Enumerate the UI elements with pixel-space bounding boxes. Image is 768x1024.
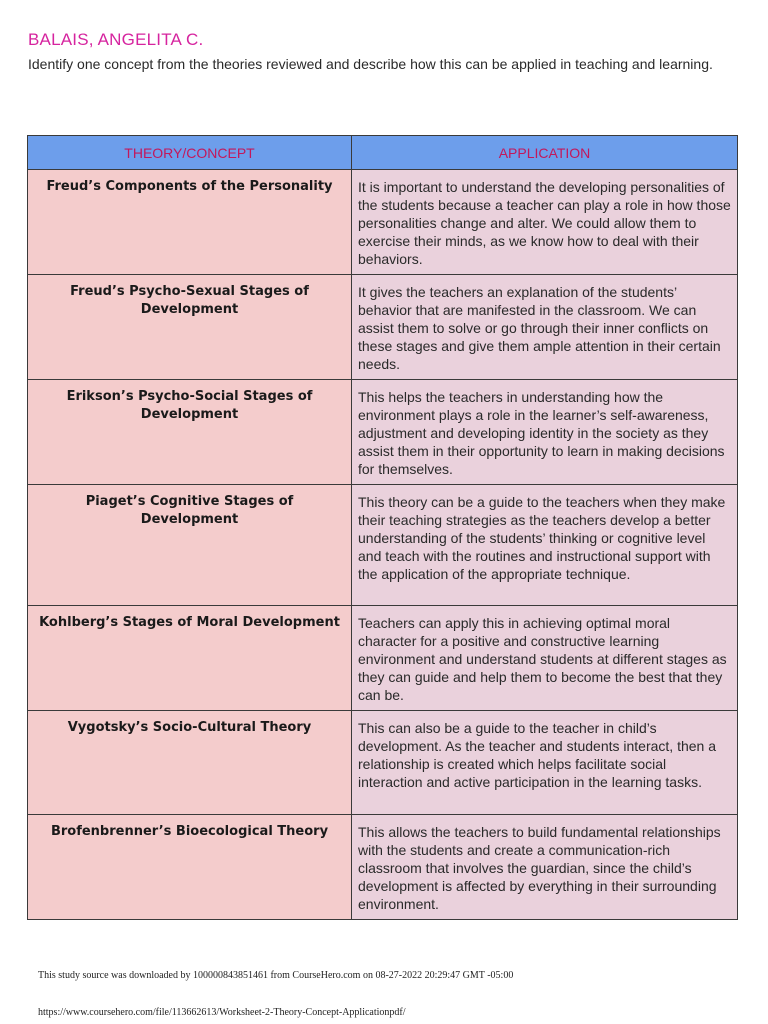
table-row	[28, 815, 738, 920]
theory-cell: Piaget’s Cognitive Stages of Development	[28, 485, 352, 606]
theory-cell: Freud’s Psycho-Sexual Stages of Development	[28, 275, 352, 380]
student-name: BALAIS, ANGELITA C.	[28, 30, 204, 49]
source-url: https://www.coursehero.com/file/113662613/Worksheet-2-Theory-Concept-Applicationpdf/	[38, 1007, 406, 1018]
theory-cell: Erikson’s Psycho-Social Stages of Development	[28, 380, 352, 485]
theory-application-table	[27, 135, 738, 920]
table-row	[28, 606, 738, 711]
table-row	[28, 485, 738, 606]
instructions-text: Identify one concept from the theories reviewed and describe how this can be applied in teaching and learning.	[28, 56, 713, 72]
table-header-row	[28, 136, 738, 170]
table-row	[28, 275, 738, 380]
theory-cell: Vygotsky’s Socio-Cultural Theory	[28, 711, 352, 815]
theory-cell: Brofenbrenner’s Bioecological Theory	[28, 815, 352, 920]
column-header-application: APPLICATION	[352, 136, 738, 170]
table-row	[28, 711, 738, 815]
application-cell: This can also be a guide to the teacher in child’s development. As the teacher and students interact, then a relationship is created which helps facilitate social interaction and active participation in the learning tasks.	[352, 711, 738, 815]
table-row	[28, 170, 738, 275]
application-cell: This helps the teachers in understanding how the environment plays a role in the learner’s self-awareness, adjustment and developing identity in the society as they assist them in their opportunity to learn in making decisions for themselves.	[352, 380, 738, 485]
theory-cell: Kohlberg’s Stages of Moral Development	[28, 606, 352, 711]
download-source-note: This study source was downloaded by 100000843851461 from CourseHero.com on 08-27-2022 20:29:47 GMT -05:00	[38, 970, 514, 981]
application-cell: It is important to understand the developing personalities of the students because a teacher can play a role in how those personalities change and alter. We could allow them to exercise their minds, as we know how to deal with their behaviors.	[352, 170, 738, 275]
application-cell: This allows the teachers to build fundamental relationships with the students and create a communication-rich classroom that involves the guardian, since the child’s development is affected by everything in their surrounding environment.	[352, 815, 738, 920]
application-cell: It gives the teachers an explanation of the students’ behavior that are manifested in the classroom. We can assist them to solve or go through their inner conflicts on these stages and give them ample attention in their certain needs.	[352, 275, 738, 380]
application-cell: Teachers can apply this in achieving optimal moral character for a positive and constructive learning environment and understand students at different stages as they can guide and help them to become the best that they can be.	[352, 606, 738, 711]
column-header-theory: THEORY/CONCEPT	[28, 136, 352, 170]
application-cell: This theory can be a guide to the teachers when they make their teaching strategies as the teachers develop a better understanding of the students’ thinking or cognitive level and teach with the routines and instructional support with the application of the appropriate technique.	[352, 485, 738, 606]
table-row	[28, 380, 738, 485]
theory-cell: Freud’s Components of the Personality	[28, 170, 352, 275]
